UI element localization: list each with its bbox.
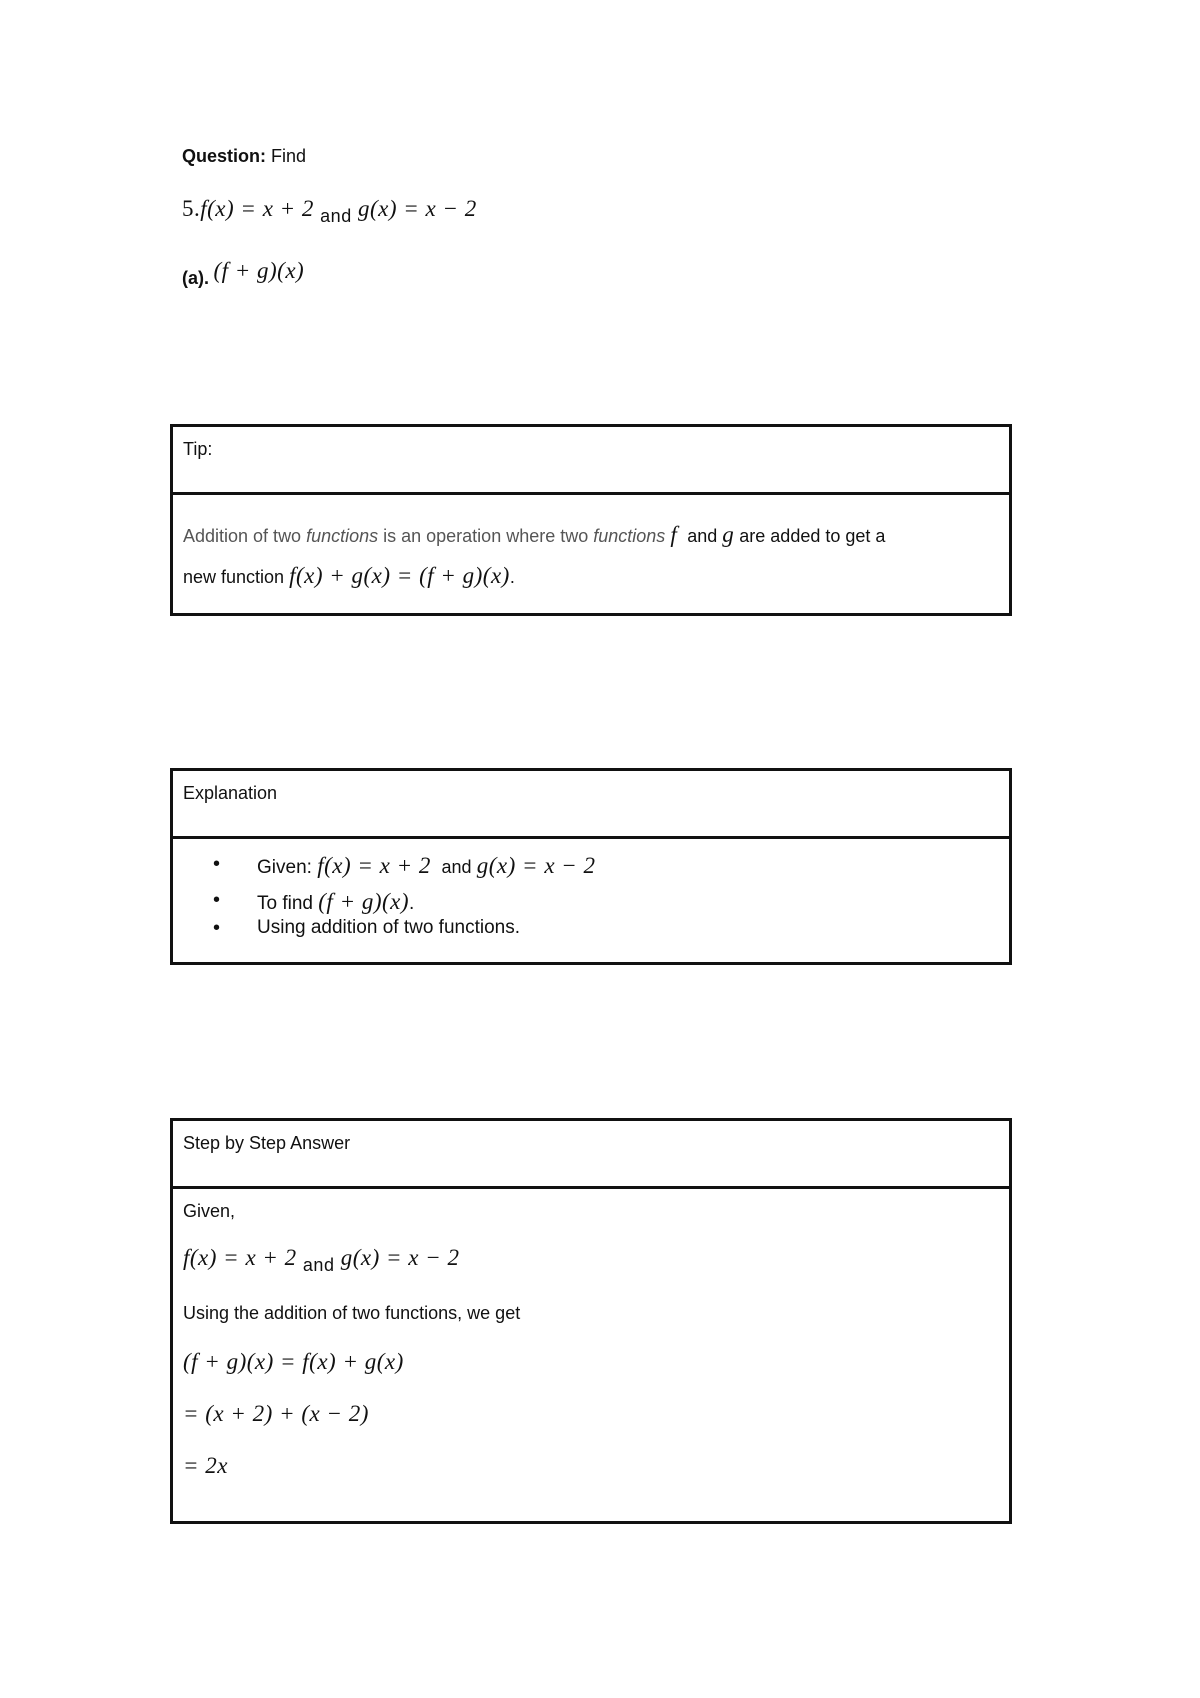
- tip-symbol-f: f: [670, 522, 678, 547]
- tip-text-4: new function: [183, 567, 290, 587]
- tip-period: .: [509, 567, 515, 587]
- tip-symbol-g: g: [722, 522, 735, 547]
- step-and: and: [302, 1255, 335, 1275]
- explanation-item-given: [213, 853, 1009, 889]
- tip-text-1: Addition of two: [183, 526, 307, 546]
- question-heading: [182, 146, 306, 167]
- step-g-def: g(x) = x − 2: [340, 1245, 460, 1270]
- explanation-item-method: • Using addition of two functions.: [213, 917, 1009, 939]
- step-f-def: f(x) = x + 2: [183, 1245, 297, 1270]
- explanation-item-find: [213, 889, 1009, 917]
- problem-part: [182, 258, 305, 288]
- step-given: Given,: [183, 1201, 236, 1221]
- explanation-list: [173, 839, 1009, 939]
- tip-formula: f(x) + g(x) = (f + g)(x): [289, 563, 510, 588]
- step-line-1-text: (f + g)(x) = f(x) + g(x): [183, 1349, 404, 1374]
- explanation-find-expr: (f + g)(x): [318, 889, 410, 914]
- explanation-f-def: f(x) = x + 2: [317, 853, 431, 878]
- explanation-find-period: .: [409, 893, 415, 914]
- tip-functions-word-2: functions: [593, 526, 666, 546]
- tip-heading: Tip:: [173, 427, 1009, 495]
- step-line-1: [183, 1349, 999, 1401]
- step-line-2: [183, 1401, 999, 1453]
- tip-functions-word-1: functions: [306, 526, 379, 546]
- step-answer-heading: Step by Step Answer: [173, 1121, 1009, 1189]
- explanation-find-label: To find: [257, 893, 319, 914]
- step-definitions: [183, 1245, 999, 1303]
- part-label: (a).: [182, 268, 209, 288]
- tip-text-2: is an operation where two: [378, 526, 594, 546]
- step-answer-body: [173, 1189, 1009, 1491]
- step-line-3: [183, 1453, 999, 1479]
- problem-and: and: [320, 206, 352, 226]
- tip-box: [170, 424, 1012, 616]
- step-line-2-text: = (x + 2) + (x − 2): [183, 1401, 369, 1426]
- explanation-and: and: [441, 857, 472, 877]
- explanation-box: [170, 768, 1012, 965]
- problem-f-def: f(x) = x + 2: [200, 196, 314, 221]
- question-label: Question:: [182, 146, 266, 166]
- step-using: Using the addition of two functions, we get: [183, 1303, 521, 1323]
- problem-g-def: g(x) = x − 2: [357, 196, 477, 221]
- explanation-heading: Explanation: [173, 771, 1009, 839]
- tip-body: [173, 495, 1009, 597]
- step-answer-box: [170, 1118, 1012, 1524]
- explanation-g-def: g(x) = x − 2: [476, 853, 596, 878]
- explanation-given-label: Given:: [257, 857, 318, 878]
- problem-statement: [182, 196, 477, 226]
- question-find-text: Find: [266, 146, 307, 166]
- problem-number: 5.: [182, 196, 201, 221]
- tip-text-3: are added to get a: [734, 526, 886, 546]
- tip-and: and: [687, 526, 718, 546]
- step-line-3-text: = 2x: [183, 1453, 228, 1478]
- part-expression: (f + g)(x): [213, 258, 305, 283]
